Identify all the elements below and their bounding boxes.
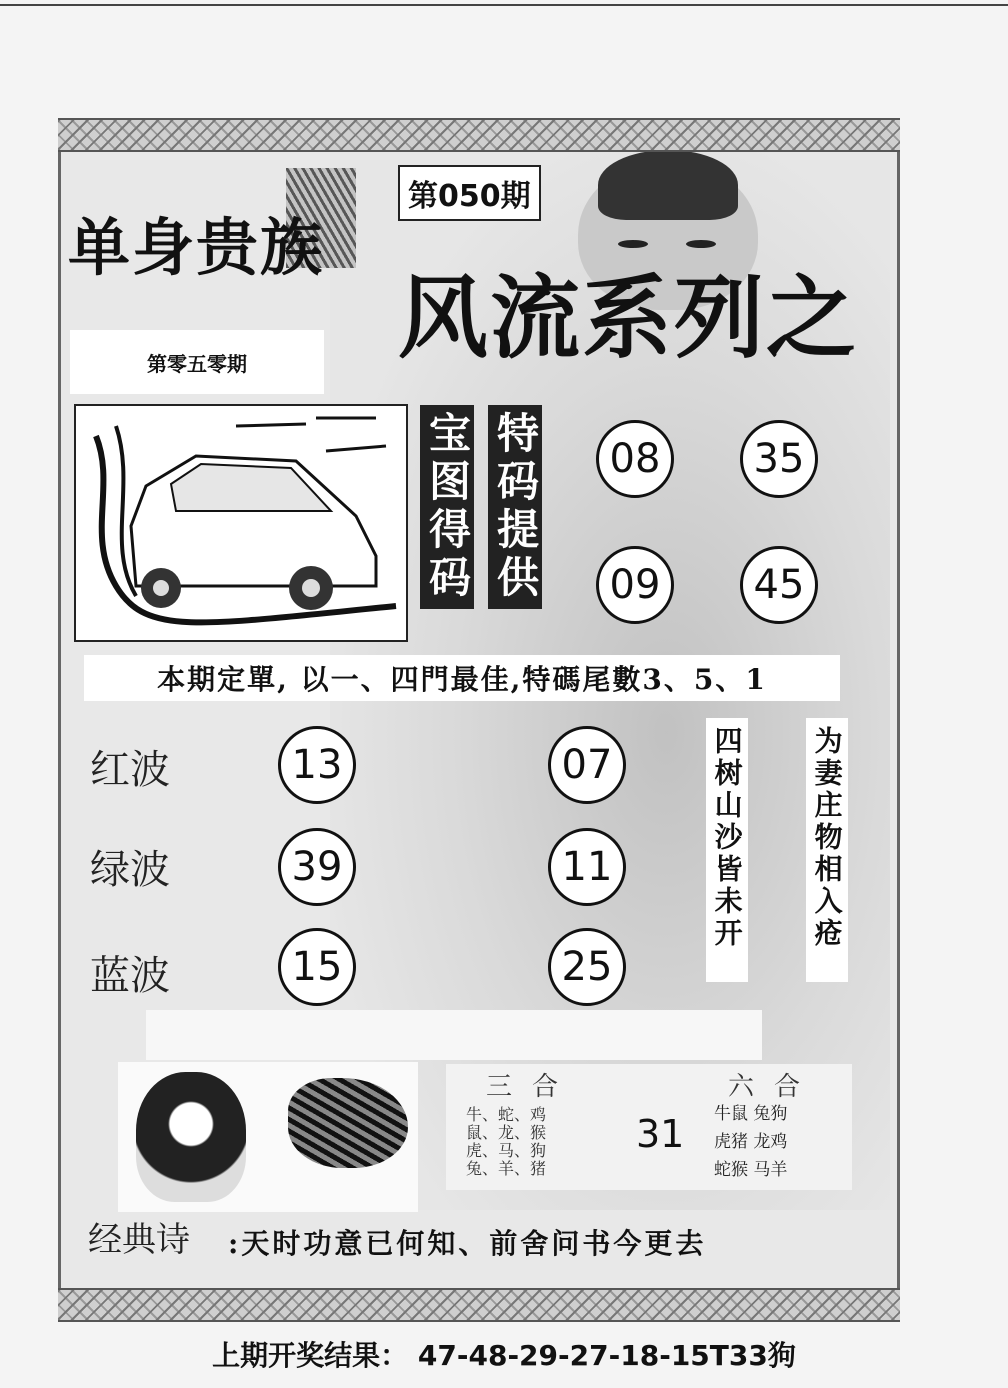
zodiac-right-row-1: 牛鼠 兔狗 [714,1104,788,1124]
classic-poem-label: 经典诗 [88,1220,190,1260]
vertical-label-right: 特码提供 [488,405,542,609]
red-wave-number-1: 13 [278,726,356,804]
zodiac-number: 31 [636,1112,685,1156]
blank-strip [146,1010,762,1060]
top-rule [0,4,1008,6]
zodiac-left-row-4: 兔、羊、猪 [466,1159,547,1178]
green-wave-number-1: 39 [278,828,356,906]
wave-label-blue: 蓝波 [90,953,170,999]
zodiac-left-row-1: 牛、蛇、鸡 [466,1105,547,1124]
green-wave-number-2: 11 [548,828,626,906]
decorative-border-bottom [58,1288,900,1322]
last-draw-result: 上期开奖结果： 47-48-29-27-18-15T33狗 [212,1339,796,1372]
dog-image [136,1072,246,1202]
poem-column-1: 四树山沙皆未开 [706,718,748,982]
red-wave-number-2: 07 [548,726,626,804]
special-number-3: 09 [596,546,674,624]
car-illustration [74,404,408,642]
tip-banner: 本期定單, 以一、四門最佳,特碼尾數3、5、1 [84,655,840,701]
wave-label-green: 绿波 [90,847,170,893]
car-icon [76,406,406,640]
zodiac-right-header: 六合 [728,1072,821,1102]
special-number-2: 35 [740,420,818,498]
series-title: 风流系列之 [398,265,858,371]
decorative-border-top [58,118,900,152]
sub-period: 第零五零期 [70,330,324,394]
zodiac-right-row-2: 虎猪 龙鸡 [714,1132,788,1152]
classic-poem-text: :天时功意已何知、前舍问书今更去 [228,1227,707,1260]
zodiac-left-header: 三合 [486,1072,579,1102]
wave-label-red: 红波 [90,747,170,793]
zodiac-panel [446,1064,852,1190]
blue-wave-number-2: 25 [548,928,626,1006]
blue-wave-number-1: 15 [278,928,356,1006]
zodiac-left-row-2: 鼠、龙、猴 [466,1123,547,1142]
special-number-4: 45 [740,546,818,624]
dragon-image [288,1078,408,1168]
special-number-1: 08 [596,420,674,498]
issue-number: 第050期 [398,165,541,221]
poster-title: 单身贵族 [68,211,325,284]
vertical-label-left: 宝图得码 [420,405,474,609]
zodiac-right-row-3: 蛇猴 马羊 [714,1160,788,1180]
poem-column-2: 为妻庄物相入疮 [806,718,848,982]
zodiac-left-row-3: 虎、马、狗 [466,1141,547,1160]
zodiac-animals-image [118,1062,418,1212]
